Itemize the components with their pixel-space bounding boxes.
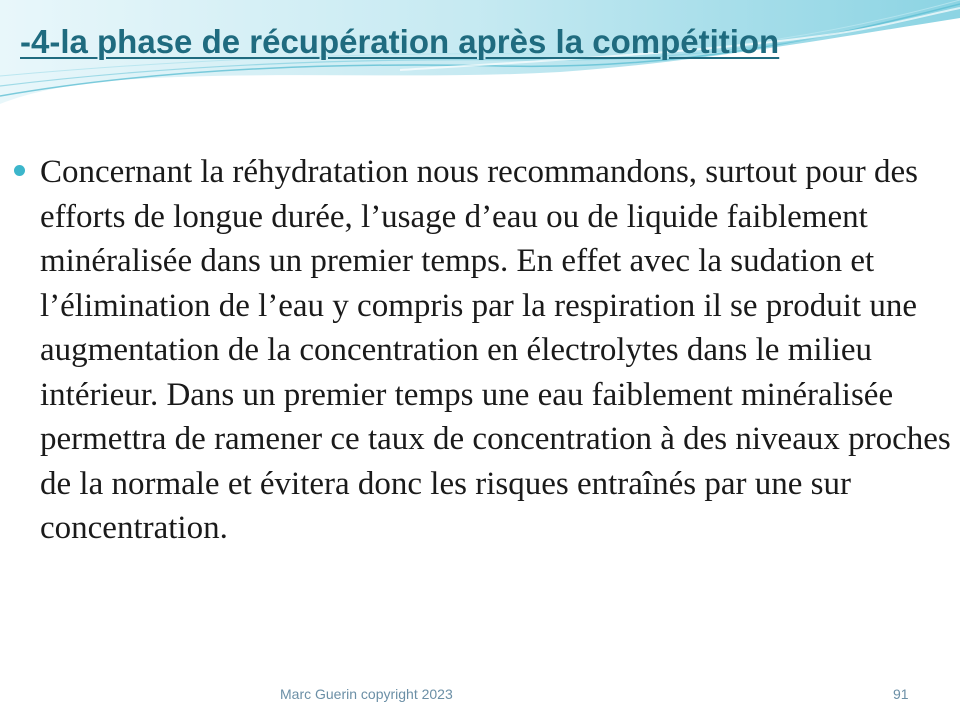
bullet-text: Concernant la réhydratation nous recommandons, surtout pour des efforts de longue durée, l’usage d’eau ou de liquide faiblement minéralisée dans un premier temps. En effet avec la sudation et l’élimination de l’eau y compris par la respiration il se produit une augmentation de la concentration en électrolytes dans le milieu intérieur. Dans un premier temps une eau faiblement minéralisée permettra de ramener ce taux de concentration à des niveaux proches de la normale et évitera donc les risques entraînés par une sur concentration. xyxy=(40,154,951,546)
slide-title-text: -4-la phase de récupération après la compétition xyxy=(20,23,780,60)
bullet-icon xyxy=(14,165,25,176)
page-number: 91 xyxy=(893,686,909,702)
footer-copyright: Marc Guerin copyright 2023 xyxy=(280,686,453,702)
slide-title xyxy=(20,18,920,66)
slide-content xyxy=(14,150,954,551)
